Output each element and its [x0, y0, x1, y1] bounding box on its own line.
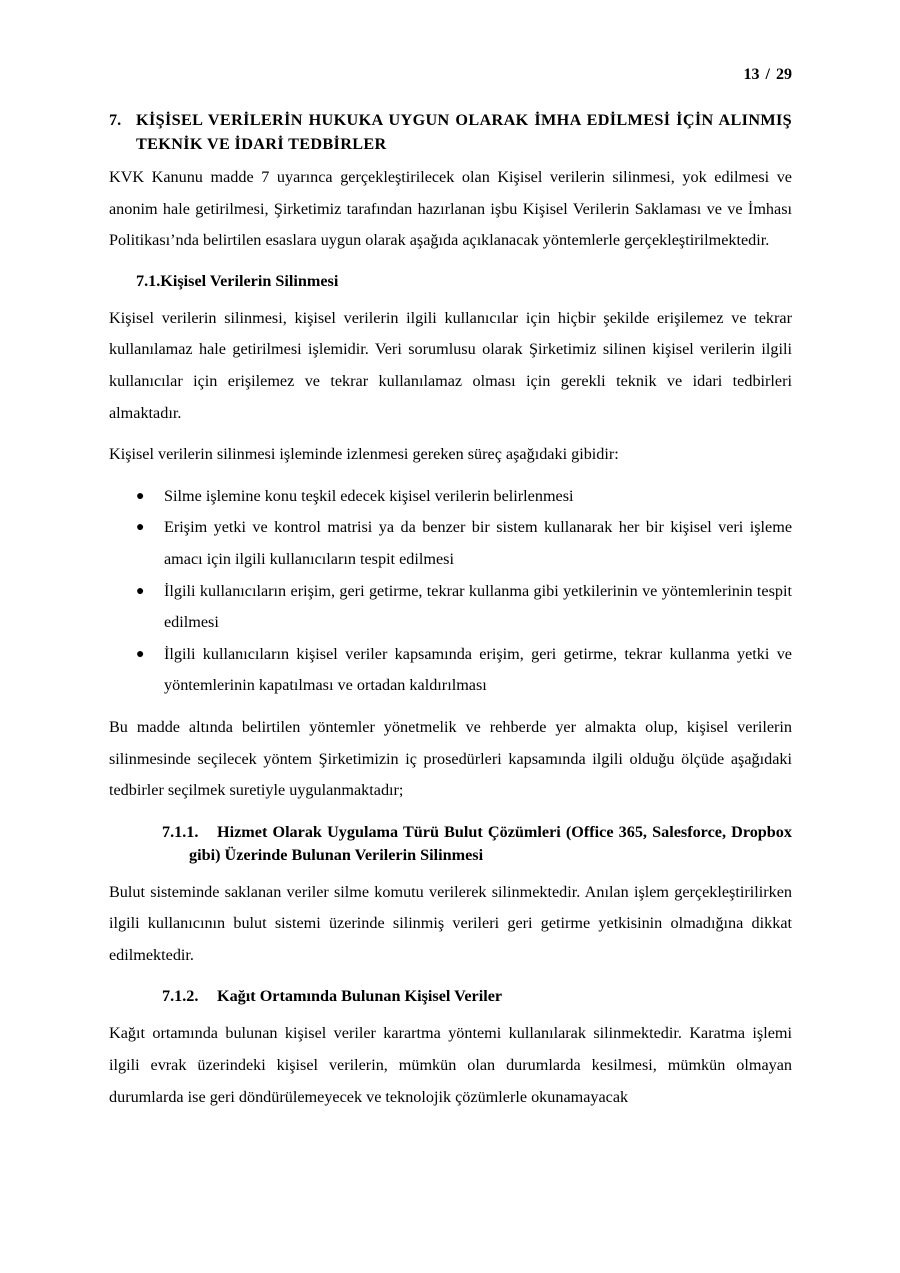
section-7-1-1-heading: [162, 821, 792, 867]
section-7-title: KİŞİSEL VERİLERİN HUKUKA UYGUN OLARAK İMHA EDİLMESİ İÇİN ALINMIŞ TEKNİK VE İDARİ TEDBİRLER: [136, 111, 792, 153]
list-item: [109, 576, 792, 639]
section-7-heading: [109, 108, 792, 156]
page-content: [109, 108, 792, 1123]
section-7-1-1-title: Hizmet Olarak Uygulama Türü Bulut Çözümleri (Office 365, Salesforce, Dropbox gibi) Üzerinde Bulunan Verilerin Silinmesi: [189, 822, 792, 864]
section-7-1-2-heading: [162, 985, 792, 1008]
section-7-1-heading: 7.1.Kişisel Verilerin Silinmesi: [136, 271, 339, 290]
bullet-icon: ●: [136, 646, 145, 662]
list-item: [109, 639, 792, 702]
page-number: 13 / 29: [743, 66, 792, 83]
list-item-text: İlgili kullanıcıların kişisel veriler kapsamında erişim, geri getirme, tekrar kullanma yetki ve yöntemlerinin kapatılması ve ortadan kaldırılması: [164, 644, 792, 695]
section-7-1-2-title: Kağıt Ortamında Bulunan Kişisel Veriler: [217, 987, 503, 1006]
section-7-1-1-number: 7.1.1.: [162, 822, 199, 841]
list-item-text: Silme işlemine konu teşkil edecek kişisel verilerin belirlenmesi: [164, 486, 574, 505]
section-7-intro: KVK Kanunu madde 7 uyarınca gerçekleştirilecek olan Kişisel verilerin silinmesi, yok edilmesi ve anonim hale getirilmesi, Şirketimiz tarafından hazırlanan işbu Kişisel Verilerin Saklaması ve ve İmhası Politikası’nda belirtilen esaslara uygun olarak aşağıda açıklanacak yöntemlerle gerçekleştirilmektedir.: [109, 168, 792, 250]
deletion-process-list: [109, 481, 792, 702]
bullet-icon: ●: [136, 583, 145, 599]
list-item-text: İlgili kullanıcıların erişim, geri getirme, tekrar kullanma gibi yetkilerinin ve yöntemlerinin tespit edilmesi: [164, 581, 792, 632]
bullet-icon: ●: [136, 488, 145, 504]
section-7-1-paragraph-3: Bu madde altında belirtilen yöntemler yönetmelik ve rehberde yer almakta olup, kişisel verilerin silinmesinde seçilecek yöntem Şirketimizin iç prosedürleri kapsamında ilgili olduğu ölçüde aşağıdaki tedbirler seçilmek suretiyle uygulanmaktadır;: [109, 717, 792, 800]
section-7-1-2-paragraph: Kağıt ortamında bulunan kişisel veriler karartma yöntemi kullanılarak silinmektedir. Karatma işlemi ilgili evrak üzerindeki kişisel verilerin, mümkün olan durumlarda kesilmesi, mümkün olmayan durumlarda ise geri döndürülemeyecek ve teknolojik çözümlerle okunamayacak: [109, 1024, 792, 1106]
bullet-icon: ●: [136, 520, 145, 536]
list-item: [109, 481, 792, 513]
section-7-1-1-paragraph: Bulut sisteminde saklanan veriler silme komutu verilerek silinmektedir. Anılan işlem gerçekleştirilirken ilgili kullanıcının bulut sistemi üzerinde silinmiş verileri geri getirme yetkisinin olmadığına dikkat edilmektedir.: [109, 882, 792, 964]
section-7-number: 7.: [109, 111, 122, 129]
list-item: [109, 512, 792, 575]
section-7-1-paragraph-1: Kişisel verilerin silinmesi, kişisel verilerin ilgili kullanıcılar için hiçbir şekilde erişilemez ve tekrar kullanılamaz hale getirilmesi işlemidir. Veri sorumlusu olarak Şirketimiz silinen kişisel verilerin ilgili kullanıcılar için erişilemez ve tekrar kullanılamaz olması için gerekli teknik ve idari tedbirleri almaktadır.: [109, 308, 792, 422]
section-7-1-paragraph-2: Kişisel verilerin silinmesi işleminde izlenmesi gereken süreç aşağıdaki gibidir:: [109, 445, 619, 464]
section-7-1-2-number: 7.1.2.: [162, 987, 199, 1006]
list-item-text: Erişim yetki ve kontrol matrisi ya da benzer bir sistem kullanarak her bir kişisel veri işleme amacı için ilgili kullanıcıların tespit edilmesi: [164, 518, 792, 568]
